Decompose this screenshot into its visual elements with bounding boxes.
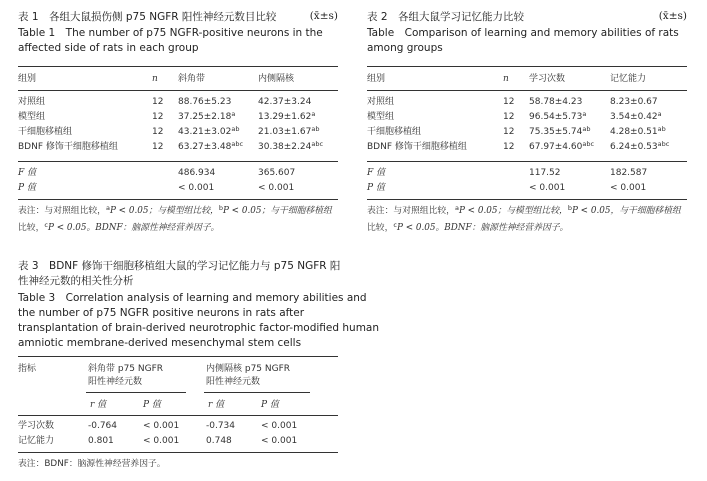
row-group: 模型组 xyxy=(367,112,395,122)
table-3-note: 表注：BDNF：脑源性神经营养因子。 xyxy=(18,459,166,469)
table-2-top-rule xyxy=(367,66,687,67)
row-p2: < 0.001 xyxy=(261,436,298,446)
row-value-1: 43.21±3.02$^{ab}$ xyxy=(178,125,240,137)
row-n: 12 xyxy=(152,127,164,137)
table-3-header-group1-line2: 阳性神经元数 xyxy=(88,377,143,387)
table-2-header-col2: 记忆能力 xyxy=(610,74,647,84)
row-value-1: 96.54±5.73$^a$ xyxy=(529,110,587,122)
f-value-label: F 值 xyxy=(18,168,37,178)
row-n: 12 xyxy=(503,112,515,122)
row-group: 模型组 xyxy=(18,112,46,122)
table-2-header-col1: 学习次数 xyxy=(529,74,566,84)
row-name: 记忆能力 xyxy=(18,436,55,446)
row-r2: 0.748 xyxy=(206,436,232,446)
table-2-stats-rule xyxy=(367,161,687,162)
table-3-header-indicator: 指标 xyxy=(18,364,37,374)
table-3-title-cn-line2: 性神经元数的相关性分析 xyxy=(18,275,134,287)
row-name: 学习次数 xyxy=(18,421,55,431)
table-3-header-r1: r 值 xyxy=(90,400,107,410)
table-3-title-cn-line1: 表 3 BDNF 修饰干细胞移植组大鼠的学习记忆能力与 p75 NGFR 阳 xyxy=(18,260,341,272)
table-3-header-group2-line2: 阳性神经元数 xyxy=(206,377,261,387)
table-1-header-n: n xyxy=(152,74,158,84)
table-2-header-group: 组别 xyxy=(367,74,386,84)
row-value-1: 88.76±5.23 xyxy=(178,97,232,107)
table-3-header-p2: P 值 xyxy=(261,400,279,410)
table-row xyxy=(18,182,338,196)
table-3-title-en-line3: transplantation of brain-derived neurotrophic factor-modified human xyxy=(18,322,380,334)
table-3-header-r2: r 值 xyxy=(208,400,225,410)
p-value-label: P 值 xyxy=(367,183,385,193)
row-r2: -0.734 xyxy=(206,421,236,431)
table-3-group1-underline xyxy=(86,392,186,393)
table-3-title-en-line1: Table 3 Correlation analysis of learning and memory abilities and xyxy=(18,292,367,304)
table-row xyxy=(18,96,338,110)
table-1-bottom-rule xyxy=(18,199,338,200)
row-value-2: 8.23±0.67 xyxy=(610,97,658,107)
row-group: 对照组 xyxy=(18,97,46,107)
table-3-header-group1-line1: 斜角带 p75 NGFR xyxy=(88,364,164,374)
table-1 xyxy=(18,10,338,235)
p-value-2: < 0.001 xyxy=(258,183,295,193)
row-value-2: 21.03±1.67$^{ab}$ xyxy=(258,125,320,137)
row-value-2: 42.37±3.24 xyxy=(258,97,312,107)
table-1-header-col1: 斜角带 xyxy=(178,74,206,84)
table-2-title-cn: 表 2 各组大鼠学习记忆能力比较 xyxy=(367,11,525,23)
table-row xyxy=(367,182,687,196)
table-3-header-p1: P 值 xyxy=(143,400,161,410)
table-2-title-en: Table Comparison of learning and memory abilities of rats among groups xyxy=(367,27,679,54)
table-1-header-rule xyxy=(18,90,338,91)
table-2-header-rule xyxy=(367,90,687,91)
table-3-bottom-rule xyxy=(18,452,338,453)
row-r1: -0.764 xyxy=(88,421,118,431)
table-2 xyxy=(367,10,687,235)
row-group: BDNF 修饰干细胞移植组 xyxy=(18,142,118,152)
table-row xyxy=(367,96,687,110)
row-n: 12 xyxy=(152,112,164,122)
f-value-label: F 值 xyxy=(367,168,386,178)
table-row xyxy=(18,141,338,155)
row-group: BDNF 修饰干细胞移植组 xyxy=(367,142,467,152)
row-value-1: 67.97±4.60$^{abc}$ xyxy=(529,140,595,152)
table-3-header-rule xyxy=(18,415,338,416)
table-3-top-rule xyxy=(18,356,338,357)
table-row xyxy=(18,167,338,181)
table-2-header-n: n xyxy=(503,74,509,84)
table-row xyxy=(18,420,338,434)
row-p1: < 0.001 xyxy=(143,436,180,446)
row-group: 干细胞移植组 xyxy=(18,127,73,137)
row-r1: 0.801 xyxy=(88,436,114,446)
table-2-note: 表注：与对照组比较，$^a$P < 0.05；与模型组比较，$^b$P < 0.05，与干细胞移植组 比较，$^c$P < 0.05。BDNF：脑源性神经营养因子。 xyxy=(367,204,681,233)
row-group: 干细胞移植组 xyxy=(367,127,422,137)
row-p2: < 0.001 xyxy=(261,421,298,431)
row-value-2: 13.29±1.62$^a$ xyxy=(258,110,316,122)
table-row xyxy=(367,167,687,181)
row-value-2: 6.24±0.53$^{abc}$ xyxy=(610,140,670,152)
f-value-2: 182.587 xyxy=(610,168,648,178)
table-2-bottom-rule xyxy=(367,199,687,200)
p-value-1: < 0.001 xyxy=(529,183,566,193)
row-n: 12 xyxy=(152,142,164,152)
table-row xyxy=(18,126,338,140)
row-value-2: 3.54±0.42$^a$ xyxy=(610,110,662,122)
table-1-title-cn: 表 1 各组大鼠损伤侧 p75 NGFR 阳性神经元数目比较 xyxy=(18,11,277,23)
p-value-1: < 0.001 xyxy=(178,183,215,193)
row-value-1: 63.27±3.48$^{abc}$ xyxy=(178,140,244,152)
row-p1: < 0.001 xyxy=(143,421,180,431)
row-value-2: 30.38±2.24$^{abc}$ xyxy=(258,140,324,152)
f-value-1: 486.934 xyxy=(178,168,216,178)
table-1-title-en: Table 1 The number of p75 NGFR-positive neurons in the affected side of rats in each group xyxy=(18,27,323,54)
table-1-note: 表注：与对照组比较，$^a$P < 0.05；与模型组比较，$^b$P < 0.05；与干细胞移植组 比较，$^c$P < 0.05。BDNF：脑源性神经营养因子。 xyxy=(18,204,332,233)
row-group: 对照组 xyxy=(367,97,395,107)
table-2-stat-mark: (x̄±s) xyxy=(658,10,687,22)
row-n: 12 xyxy=(503,127,515,137)
table-1-stats-rule xyxy=(18,161,338,162)
p-value-2: < 0.001 xyxy=(610,183,647,193)
table-1-header-group: 组别 xyxy=(18,74,37,84)
table-row xyxy=(18,111,338,125)
row-value-1: 37.25±2.18$^a$ xyxy=(178,110,236,122)
table-3 xyxy=(18,259,380,474)
row-value-1: 75.35±5.74$^{ab}$ xyxy=(529,125,591,137)
row-n: 12 xyxy=(152,97,164,107)
table-1-header-col2: 内侧隔核 xyxy=(258,74,295,84)
table-row xyxy=(367,126,687,140)
row-value-1: 58.78±4.23 xyxy=(529,97,583,107)
table-1-top-rule xyxy=(18,66,338,67)
f-value-2: 365.607 xyxy=(258,168,296,178)
table-3-group2-underline xyxy=(204,392,310,393)
p-value-label: P 值 xyxy=(18,183,36,193)
table-1-stat-mark: (x̄±s) xyxy=(309,10,338,22)
row-n: 12 xyxy=(503,97,515,107)
row-value-2: 4.28±0.51$^{ab}$ xyxy=(610,125,666,137)
table-3-header-group2-line1: 内侧隔核 p75 NGFR xyxy=(206,364,291,374)
table-3-title-en-line4: amniotic membrane-derived mesenchymal stem cells xyxy=(18,337,302,349)
row-n: 12 xyxy=(503,142,515,152)
table-3-title-en-line2: the number of p75 NGFR positive neurons in rats after xyxy=(18,307,305,319)
table-row xyxy=(367,141,687,155)
table-row xyxy=(18,435,338,449)
f-value-1: 117.52 xyxy=(529,168,561,178)
table-row xyxy=(367,111,687,125)
